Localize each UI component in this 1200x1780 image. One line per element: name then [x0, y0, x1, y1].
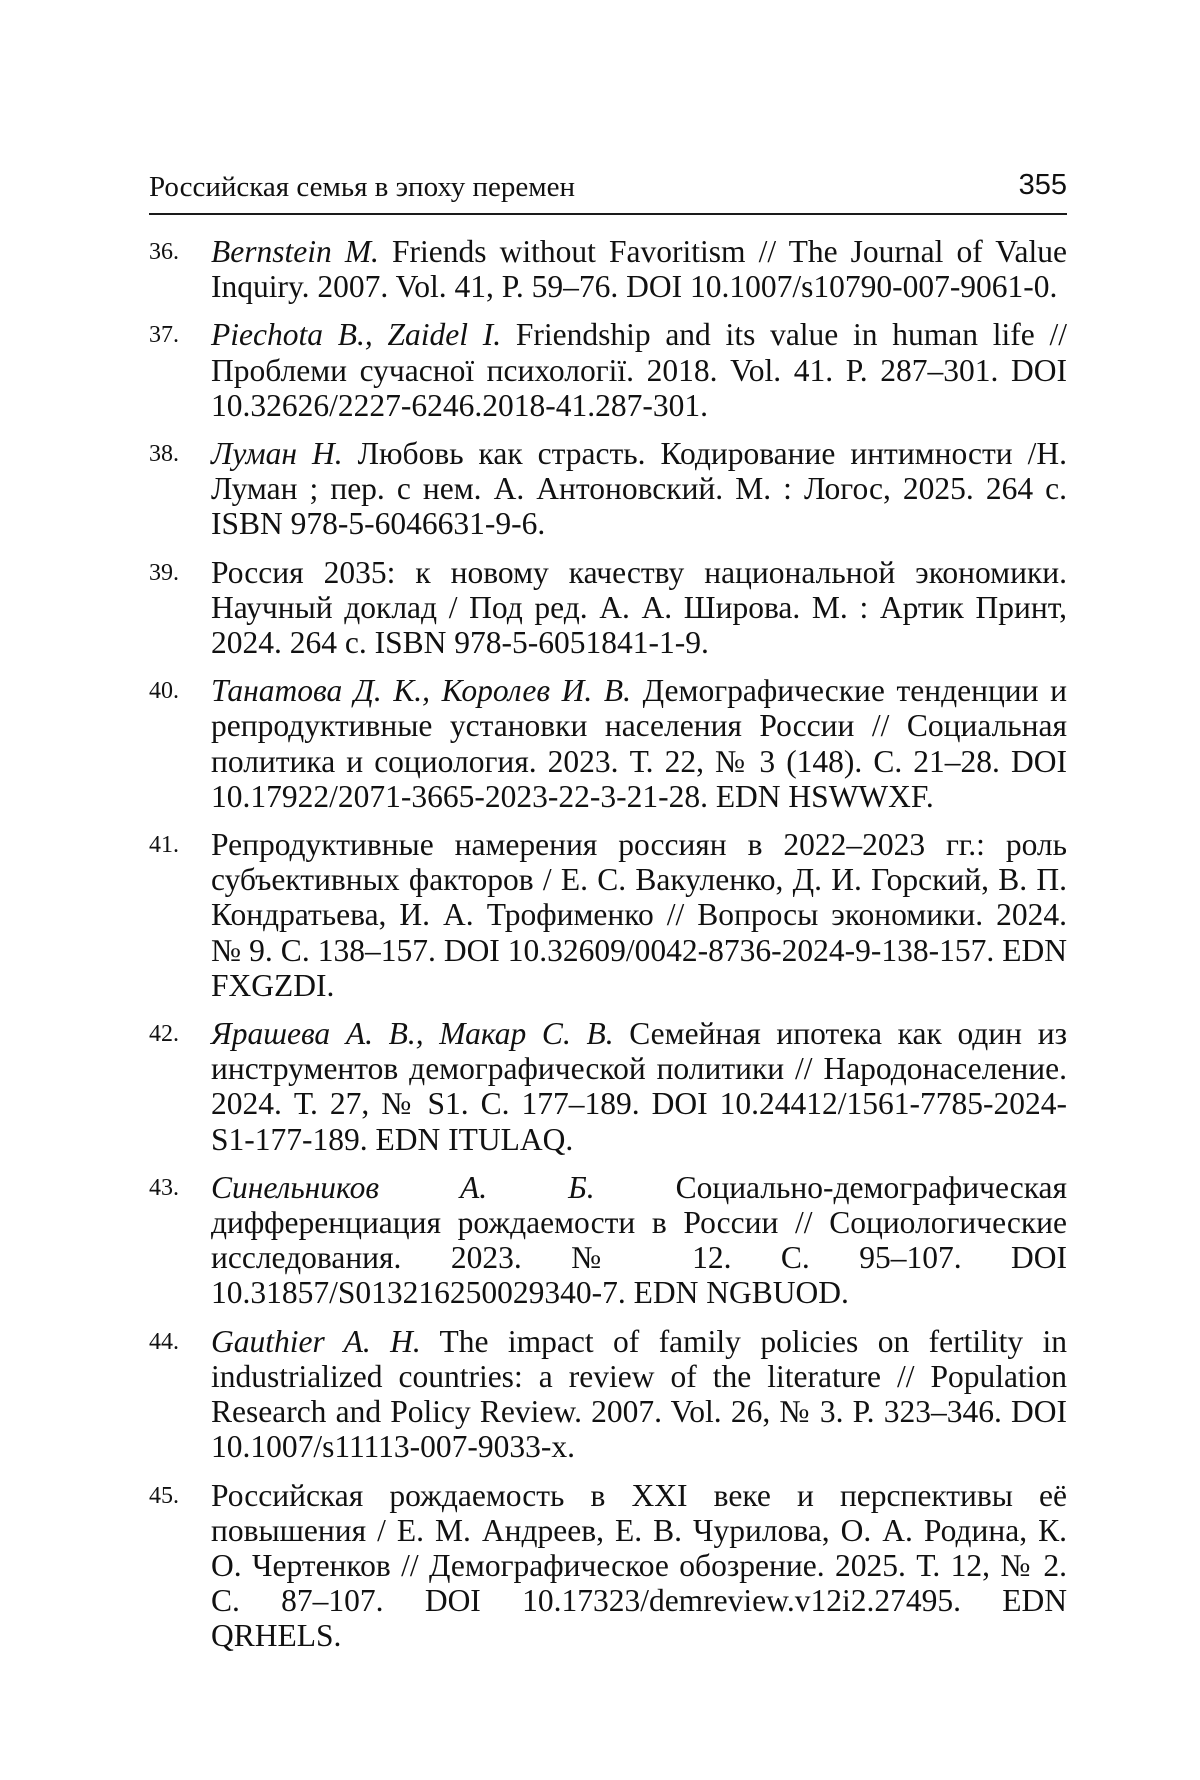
reference-number: 43. — [149, 1174, 179, 1201]
reference-text: The impact of family policies on fertility in industrialized countries: a review of the literature // Population Research and Policy Review. 2007. Vol. 26, № 3. P. 323–346. DOI 10.1007/s11113-007-9033-x. — [211, 1323, 1067, 1465]
reference-text: Социально-демографическая дифференциация рождаемости в России // Социологические исследования. 2023. № 12. С. 95–107. DOI 10.31857/S013216250029340-7. EDN NGBUOD. — [211, 1169, 1067, 1311]
reference-authors: Bernstein M. — [211, 234, 379, 269]
reference-list — [149, 234, 1067, 1667]
reference-number: 40. — [149, 678, 179, 705]
reference-text: Семейная ипотека как один из инструментов демографической политики // Народонаселение. 2024. Т. 27, № S1. С. 177–189. DOI 10.24412/1561-7785-2024-S1-177-189. EDN ITULAQ. — [211, 1016, 1068, 1157]
reference-item-43 — [149, 1170, 1067, 1311]
reference-text: Демографические тенденции и репродуктивные установки населения России // Социальная политика и социология. 2023. Т. 22, № 3 (148). С. 21–28. DOI 10.17922/2071-3665-2023-22-3-21-28. EDN HSWWXF. — [211, 673, 1067, 814]
reference-number: 42. — [149, 1021, 179, 1048]
reference-number: 38. — [149, 441, 179, 468]
reference-item-42 — [149, 1016, 1067, 1157]
reference-number: 41. — [149, 832, 179, 859]
reference-text: Friends without Favoritism // The Journal of Value Inquiry. 2007. Vol. 41, P. 59–76. DOI 10.1007/s10790-007-9061-0. — [211, 234, 1067, 305]
running-title: Российская семья в эпоху перемен — [149, 171, 575, 203]
reference-number: 45. — [149, 1482, 179, 1509]
reference-item-36 — [149, 234, 1067, 304]
reference-item-45 — [149, 1478, 1067, 1654]
reference-text: Россия 2035: к новому качеству национальной экономики. Научный доклад / Под ред. А. А. Широва. М. : Артик Принт, 2024. 264 с. ISBN 978-5-6051841-1-9. — [211, 554, 1067, 661]
page-number: 355 — [1018, 169, 1067, 201]
reference-text: Friendship and its value in human life // Проблеми сучасної психології. 2018. Vol. 41. P. 287–301. DOI 10.32626/2227-6246.2018-41.287-301. — [211, 317, 1067, 423]
reference-text: Российская рождаемость в XXI веке и перспективы её повышения / Е. М. Андреев, Е. В. Чурилова, О. А. Родина, К. О. Чертенков // Демографическое обозрение. 2025. Т. 12, № 2. С. 87–107. DOI 10.17323/demreview.v12i2.27495. EDN QRHELS. — [211, 1477, 1067, 1654]
reference-authors: Piechota B., Zaidel I. — [211, 317, 502, 353]
reference-number: 44. — [149, 1328, 179, 1355]
reference-item-44 — [149, 1324, 1067, 1465]
reference-item-41 — [149, 827, 1067, 1003]
reference-authors: Луман Н. — [211, 436, 343, 472]
reference-item-40 — [149, 673, 1067, 814]
reference-authors: Синельников А. Б. — [211, 1169, 595, 1205]
reference-text: Репродуктивные намерения россиян в 2022–2023 гг.: роль субъективных факторов / Е. С. Вакуленко, Д. И. Горский, В. П. Кондратьева, И. А. Трофименко // Вопросы экономики. 2024. № 9. С. 138–157. DOI 10.32609/0042-8736-2024-9-138-157. EDN FXGZDI. — [211, 827, 1067, 1003]
reference-item-39 — [149, 555, 1067, 661]
reference-authors: Gauthier A. H. — [211, 1323, 421, 1359]
reference-number: 39. — [149, 559, 179, 586]
running-header — [149, 165, 1067, 215]
reference-text: Любовь как страсть. Кодирование интимности /Н. Луман ; пер. с нем. А. Антоновский. М. : Логос, 2025. 264 с. ISBN 978-5-6046631-9-6. — [211, 436, 1067, 542]
reference-authors: Ярашева А. В., Макар С. В. — [211, 1016, 614, 1052]
reference-authors: Танатова Д. К., Королев И. В. — [211, 673, 632, 709]
reference-item-37 — [149, 317, 1067, 423]
reference-item-38 — [149, 436, 1067, 542]
reference-number: 36. — [149, 239, 179, 265]
reference-number: 37. — [149, 322, 179, 349]
